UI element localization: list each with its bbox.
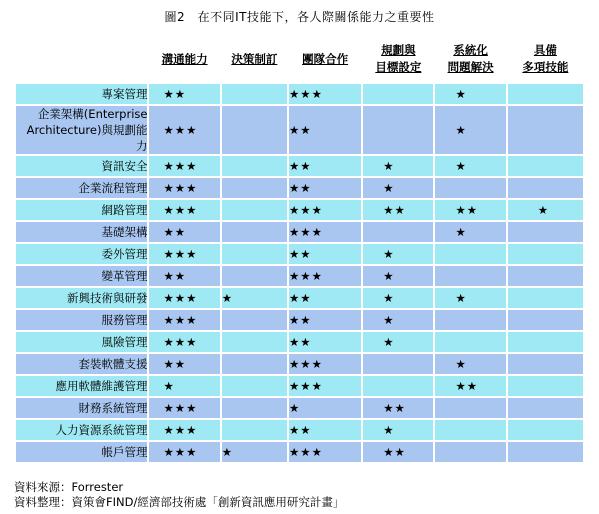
star-rating-cell: ★ xyxy=(363,310,433,330)
table-row xyxy=(16,84,583,104)
star-rating-cell xyxy=(508,442,583,462)
star-rating-cell: ★★★ xyxy=(149,398,219,418)
star-rating-cell xyxy=(363,106,433,154)
star-rating-cell xyxy=(508,156,583,176)
row-label: 資訊安全 xyxy=(16,156,147,176)
row-label: 委外管理 xyxy=(16,244,147,264)
star-rating-cell: ★★ xyxy=(289,106,361,154)
compiled-note: 資料整理：資策會FIND/經濟部技術處「創新資訊應用研究計畫」 xyxy=(14,495,345,509)
col-header-line: 團隊合作 xyxy=(302,51,349,66)
star-rating-cell: ★ xyxy=(435,84,505,104)
star-rating-cell: ★ xyxy=(222,442,287,462)
star-rating-cell: ★★ xyxy=(363,398,433,418)
star-rating-cell xyxy=(508,398,583,418)
star-rating-cell: ★★ xyxy=(149,266,219,286)
star-rating-cell xyxy=(508,178,583,198)
star-rating-cell: ★★★ xyxy=(149,244,219,264)
star-rating-cell: ★ xyxy=(289,398,361,418)
col-header xyxy=(363,36,433,82)
col-header-line: 具備 xyxy=(533,43,557,57)
star-rating-cell xyxy=(222,222,287,242)
star-rating-cell: ★★ xyxy=(289,178,361,198)
star-rating-cell: ★★ xyxy=(149,222,219,242)
star-rating-cell xyxy=(508,376,583,396)
star-rating-cell xyxy=(363,222,433,242)
col-header-line: 溝通能力 xyxy=(161,51,208,66)
col-header xyxy=(508,36,583,82)
star-rating-cell: ★★★ xyxy=(289,84,361,104)
star-rating-cell: ★ xyxy=(363,332,433,352)
star-rating-cell: ★ xyxy=(435,106,505,154)
col-header xyxy=(222,36,287,82)
table-row xyxy=(16,354,583,374)
star-rating-cell xyxy=(222,156,287,176)
star-rating-cell: ★★★ xyxy=(149,442,219,462)
table-row xyxy=(16,266,583,286)
star-rating-cell xyxy=(508,222,583,242)
table-body xyxy=(16,84,583,462)
col-header xyxy=(435,36,505,82)
row-label: 帳戶管理 xyxy=(16,442,147,462)
table-row xyxy=(16,310,583,330)
row-label: 變革管理 xyxy=(16,266,147,286)
star-rating-cell xyxy=(222,354,287,374)
col-header-line: 規劃與 xyxy=(381,43,416,57)
star-rating-cell: ★ xyxy=(435,156,505,176)
table-row xyxy=(16,398,583,418)
star-rating-cell xyxy=(363,84,433,104)
star-rating-cell: ★ xyxy=(363,156,433,176)
star-rating-cell: ★ xyxy=(222,288,287,308)
col-header-line: 目標設定 xyxy=(375,60,422,74)
star-rating-cell: ★ xyxy=(363,244,433,264)
row-label: 新興技術與研發 xyxy=(16,288,147,308)
star-rating-cell: ★★ xyxy=(149,354,219,374)
star-rating-cell: ★★★ xyxy=(289,442,361,462)
table-row xyxy=(16,442,583,462)
star-rating-cell: ★★ xyxy=(149,84,219,104)
star-rating-cell: ★★ xyxy=(289,288,361,308)
star-rating-cell: ★ xyxy=(508,200,583,220)
star-rating-cell: ★★★ xyxy=(149,332,219,352)
table-row xyxy=(16,420,583,440)
star-rating-cell xyxy=(435,178,505,198)
star-rating-cell xyxy=(508,310,583,330)
row-label: 網路管理 xyxy=(16,200,147,220)
row-label: 套裝軟體支援 xyxy=(16,354,147,374)
star-rating-cell: ★★★ xyxy=(149,106,219,154)
row-label: 財務系統管理 xyxy=(16,398,147,418)
star-rating-cell: ★ xyxy=(435,354,505,374)
star-rating-cell xyxy=(508,420,583,440)
star-rating-cell xyxy=(222,178,287,198)
star-rating-cell: ★★ xyxy=(435,376,505,396)
star-rating-cell: ★★★ xyxy=(149,310,219,330)
star-rating-cell: ★★ xyxy=(363,442,433,462)
star-rating-cell: ★★★ xyxy=(149,200,219,220)
col-header xyxy=(289,36,361,82)
col-header-line: 系統化 xyxy=(453,43,488,57)
star-rating-cell xyxy=(508,106,583,154)
star-rating-cell: ★★ xyxy=(289,332,361,352)
star-rating-cell: ★★★ xyxy=(289,354,361,374)
star-rating-cell: ★ xyxy=(435,288,505,308)
star-rating-cell xyxy=(222,376,287,396)
row-label: 企業流程管理 xyxy=(16,178,147,198)
row-label: 風險管理 xyxy=(16,332,147,352)
star-rating-cell xyxy=(508,84,583,104)
star-rating-cell: ★ xyxy=(363,420,433,440)
table-row xyxy=(16,156,583,176)
star-rating-cell xyxy=(435,244,505,264)
table-row xyxy=(16,106,583,154)
row-label: 人力資源系統管理 xyxy=(16,420,147,440)
row-label: 專案管理 xyxy=(16,84,147,104)
table-row xyxy=(16,222,583,242)
star-rating-cell: ★ xyxy=(363,178,433,198)
star-rating-cell: ★★ xyxy=(289,244,361,264)
star-rating-cell xyxy=(508,332,583,352)
star-rating-cell: ★ xyxy=(435,222,505,242)
row-label: 服務管理 xyxy=(16,310,147,330)
row-label: 企業架構(Enterprise Architecture)與規劃能力 xyxy=(16,106,147,154)
table-row xyxy=(16,178,583,198)
star-rating-cell: ★★★ xyxy=(149,420,219,440)
star-rating-cell: ★ xyxy=(149,376,219,396)
table-row xyxy=(16,332,583,352)
star-rating-cell: ★★★ xyxy=(149,178,219,198)
col-header xyxy=(149,36,219,82)
star-rating-cell xyxy=(508,354,583,374)
row-label: 基礎架構 xyxy=(16,222,147,242)
star-rating-cell: ★★ xyxy=(363,200,433,220)
star-rating-cell: ★★★ xyxy=(149,156,219,176)
star-rating-cell xyxy=(363,376,433,396)
row-label: 應用軟體維護管理 xyxy=(16,376,147,396)
star-rating-cell xyxy=(222,106,287,154)
star-rating-cell: ★★★ xyxy=(289,266,361,286)
table-row xyxy=(16,200,583,220)
col-header-line: 問題解決 xyxy=(447,60,494,74)
star-rating-cell xyxy=(435,420,505,440)
star-rating-cell xyxy=(222,84,287,104)
table-row xyxy=(16,376,583,396)
star-rating-cell: ★★★ xyxy=(149,288,219,308)
corner-cell xyxy=(16,36,147,82)
star-rating-cell xyxy=(508,244,583,264)
star-rating-cell xyxy=(222,200,287,220)
star-rating-cell xyxy=(222,420,287,440)
star-rating-cell: ★★ xyxy=(289,420,361,440)
star-rating-cell: ★ xyxy=(363,266,433,286)
star-rating-cell: ★★ xyxy=(289,156,361,176)
star-rating-cell: ★ xyxy=(363,288,433,308)
col-header-line: 決策制訂 xyxy=(231,51,278,66)
star-rating-cell xyxy=(435,332,505,352)
star-rating-cell xyxy=(222,266,287,286)
star-rating-cell xyxy=(508,266,583,286)
header-row xyxy=(16,36,583,82)
table-row xyxy=(16,244,583,264)
star-rating-cell xyxy=(222,332,287,352)
star-rating-cell xyxy=(363,354,433,374)
star-rating-cell xyxy=(222,244,287,264)
source-note: 資料來源：Forrester xyxy=(14,480,124,494)
footer xyxy=(14,480,344,510)
star-rating-cell: ★★ xyxy=(435,200,505,220)
star-rating-cell: ★★ xyxy=(289,310,361,330)
star-rating-cell xyxy=(435,310,505,330)
col-header-line: 多項技能 xyxy=(522,60,569,74)
star-rating-cell xyxy=(222,310,287,330)
star-rating-cell: ★★★ xyxy=(289,222,361,242)
star-rating-cell xyxy=(435,398,505,418)
table-row xyxy=(16,288,583,308)
star-rating-cell xyxy=(435,266,505,286)
star-rating-cell: ★★★ xyxy=(289,200,361,220)
star-rating-cell xyxy=(508,288,583,308)
star-rating-cell: ★★★ xyxy=(289,376,361,396)
page-title: 圖2 在不同IT技能下，各人際關係能力之重要性 xyxy=(164,10,435,24)
star-rating-cell xyxy=(222,398,287,418)
skills-table xyxy=(14,34,585,464)
star-rating-cell xyxy=(435,442,505,462)
